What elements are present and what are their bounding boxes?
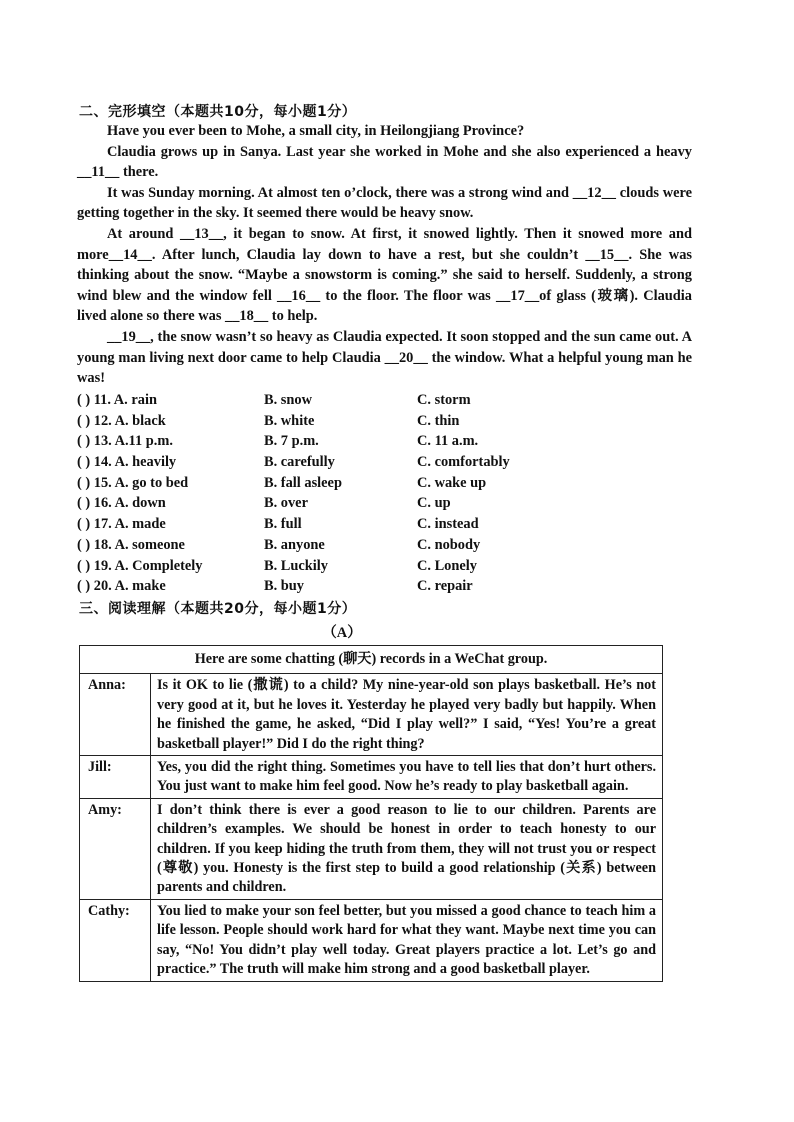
option-b: B. white	[264, 412, 315, 429]
speaker-name: Anna:	[80, 674, 151, 756]
option-b: B. anyone	[264, 536, 325, 553]
option-b: B. buy	[264, 578, 304, 595]
question-row	[77, 411, 677, 432]
section-3-heading: 三、阅读理解（本题共20分，每小题1分）	[79, 601, 357, 617]
passage-paragraph: At around __13__, it began to snow. At first, it snowed lightly. Then it snowed more and more__14__. After lunch, Claudia lay down to have a rest, but she couldn’t __15__. She was thinking about the snow. “Maybe a snowstorm is coming.” she said to herself. Suddenly, a strong wind blew and the window fell __16__ to the floor. The floor was __17__of glass (玻璃). Claudia lived alone so there was __18__ to help.	[77, 225, 692, 325]
option-a: ( ) 20. A. make	[77, 578, 166, 595]
option-c: C. nobody	[417, 536, 481, 553]
table-row	[80, 674, 663, 756]
speaker-name: Cathy:	[80, 899, 151, 981]
question-row	[77, 390, 677, 411]
option-a: ( ) 15. A. go to bed	[77, 474, 189, 491]
passage-a-label: （A）	[322, 625, 362, 641]
question-row	[77, 493, 677, 514]
option-b: B. full	[264, 516, 302, 533]
option-c: C. up	[417, 495, 451, 512]
wechat-records-table	[79, 645, 663, 982]
question-row	[77, 556, 677, 577]
option-a: ( ) 11. A. rain	[77, 392, 157, 408]
option-b: B. 7 p.m.	[264, 433, 319, 450]
chat-message: Is it OK to lie (撒谎) to a child? My nine-year-old son plays basketball. He’s not very good at it, but he loves it. Yesterday he played very badly but happily. When he finished the game, he asked, “Did I play well?” I said, “Yes! You’re a great basketball player!” Did I do the right thing?	[151, 674, 663, 756]
question-row	[77, 535, 677, 556]
question-row	[77, 576, 677, 597]
option-a: ( ) 18. A. someone	[77, 536, 185, 553]
table-title-row	[80, 646, 663, 674]
cloze-passage	[77, 121, 692, 389]
option-c: C. repair	[417, 578, 473, 595]
chat-message: You lied to make your son feel better, but you missed a good chance to teach him a life lesson. People should work hard for what they want. Maybe next time you can say, “No! You didn’t play well today. Great players practice a lot. Let’s go and practice.” The truth will make him strong and a good basketball player.	[151, 899, 663, 981]
option-a: ( ) 17. A. made	[77, 516, 166, 533]
passage-paragraph: It was Sunday morning. At almost ten o’clock, there was a strong wind and __12__ clouds were getting together in the sky. It seemed there would be heavy snow.	[77, 184, 692, 222]
option-b: B. snow	[264, 392, 312, 408]
passage-paragraph: Claudia grows up in Sanya. Last year she worked in Mohe and she also experienced a heavy __11__ there.	[77, 143, 692, 181]
chat-message: I don’t think there is ever a good reason to lie to our children. Parents are children’s examples. We should be honest in order to teach honesty to our children. If you keep hiding the truth from them, they will not trust you or respect (尊敬) you. Honesty is the first step to build a good relationship (关系) between parents and children.	[151, 798, 663, 899]
option-c: C. Lonely	[417, 557, 477, 574]
option-a: ( ) 12. A. black	[77, 412, 166, 429]
option-c: C. wake up	[417, 474, 487, 491]
option-c: C. 11 a.m.	[417, 433, 479, 450]
speaker-name: Amy:	[80, 798, 151, 899]
question-row	[77, 431, 677, 452]
cloze-options	[77, 390, 677, 597]
question-row	[77, 514, 677, 535]
speaker-name: Jill:	[80, 756, 151, 799]
option-a: ( ) 13. A.11 p.m.	[77, 433, 173, 450]
option-b: B. Luckily	[264, 557, 328, 574]
table-row	[80, 756, 663, 799]
table-row	[80, 899, 663, 981]
passage-paragraph: Have you ever been to Mohe, a small city, in Heilongjiang Province?	[107, 123, 525, 139]
option-b: B. over	[264, 495, 308, 512]
option-a: ( ) 19. A. Completely	[77, 557, 203, 574]
table-title: Here are some chatting (聊天) records in a WeChat group.	[80, 646, 663, 674]
chat-message: Yes, you did the right thing. Sometimes you have to tell lies that don’t hurt others. You just want to make him feel good. Now he’s ready to play basketball again.	[151, 756, 663, 799]
question-row	[77, 473, 677, 494]
passage-paragraph: __19__, the snow wasn’t so heavy as Claudia expected. It soon stopped and the sun came out. A young man living next door came to help Claudia __20__ the window. What a helpful young man he was!	[77, 328, 692, 387]
option-b: B. fall asleep	[264, 474, 342, 491]
option-c: C. comfortably	[417, 454, 510, 471]
option-b: B. carefully	[264, 454, 335, 471]
section-2-heading: 二、完形填空（本题共10分，每小题1分）	[79, 104, 357, 120]
table-row	[80, 798, 663, 899]
question-row	[77, 452, 677, 473]
option-a: ( ) 16. A. down	[77, 495, 166, 512]
option-a: ( ) 14. A. heavily	[77, 454, 177, 471]
option-c: C. storm	[417, 392, 471, 408]
option-c: C. instead	[417, 516, 479, 533]
option-c: C. thin	[417, 412, 460, 429]
